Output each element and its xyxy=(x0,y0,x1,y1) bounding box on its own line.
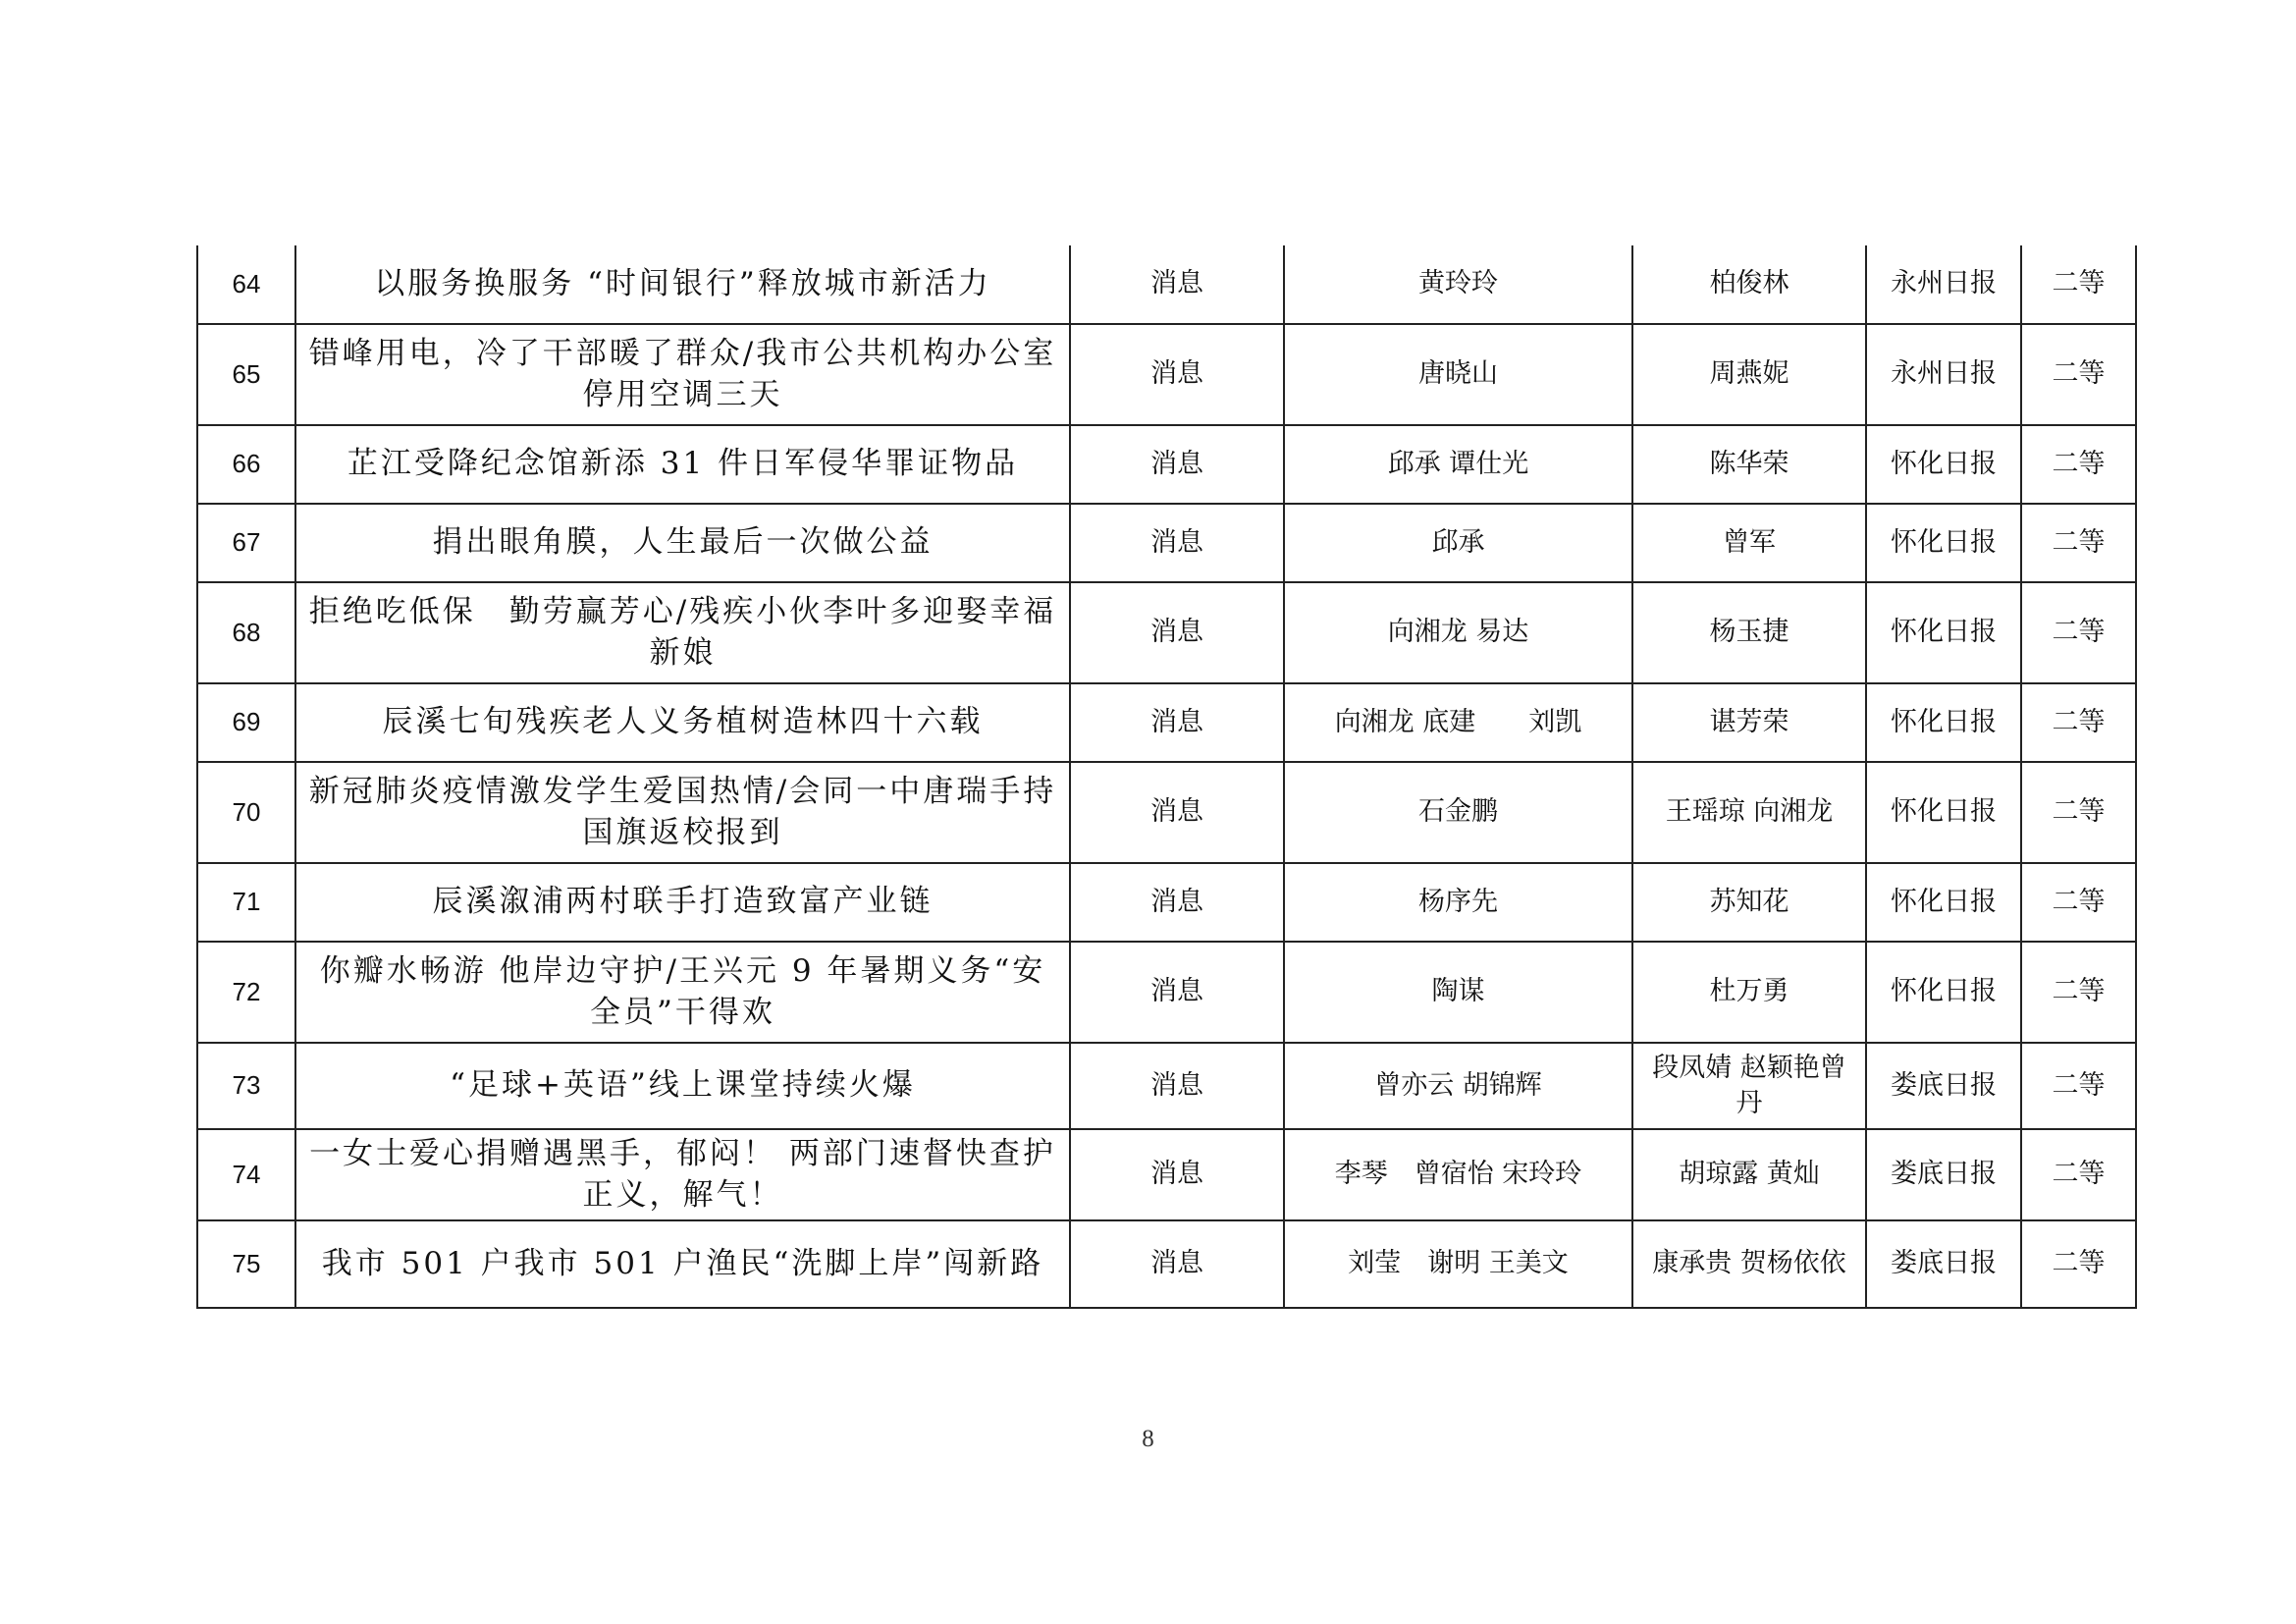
cell-number: 68 xyxy=(197,582,295,683)
cell-authors: 向湘龙 底建 刘凯 xyxy=(1284,683,1632,762)
cell-editors: 杜万勇 xyxy=(1632,942,1866,1043)
cell-award: 二等 xyxy=(2021,425,2136,504)
cell-authors: 邱承 谭仕光 xyxy=(1284,425,1632,504)
cell-authors: 向湘龙 易达 xyxy=(1284,582,1632,683)
cell-category: 消息 xyxy=(1070,245,1284,324)
cell-category: 消息 xyxy=(1070,683,1284,762)
cell-title: 辰溪溆浦两村联手打造致富产业链 xyxy=(295,863,1070,942)
cell-category: 消息 xyxy=(1070,324,1284,425)
cell-number: 65 xyxy=(197,324,295,425)
cell-title: 拒绝吃低保 勤劳赢芳心/残疾小伙李叶多迎娶幸福新娘 xyxy=(295,582,1070,683)
cell-title: 一女士爱心捐赠遇黑手，郁闷！ 两部门速督快查护正义，解气！ xyxy=(295,1129,1070,1220)
cell-number: 75 xyxy=(197,1220,295,1308)
cell-authors: 石金鹏 xyxy=(1284,762,1632,863)
table-row xyxy=(197,683,2136,762)
table-row xyxy=(197,245,2136,324)
cell-number: 66 xyxy=(197,425,295,504)
cell-title: 错峰用电，冷了干部暖了群众/我市公共机构办公室停用空调三天 xyxy=(295,324,1070,425)
cell-award: 二等 xyxy=(2021,942,2136,1043)
cell-title: 以服务换服务 “时间银行”释放城市新活力 xyxy=(295,245,1070,324)
cell-authors: 陶谋 xyxy=(1284,942,1632,1043)
cell-editors: 苏知花 xyxy=(1632,863,1866,942)
cell-title: 新冠肺炎疫情激发学生爱国热情/会同一中唐瑞手持国旗返校报到 xyxy=(295,762,1070,863)
cell-category: 消息 xyxy=(1070,1129,1284,1220)
cell-editors: 段凤婧 赵颖艳曾丹 xyxy=(1632,1043,1866,1129)
cell-award: 二等 xyxy=(2021,324,2136,425)
cell-title: 捐出眼角膜，人生最后一次做公益 xyxy=(295,504,1070,582)
cell-category: 消息 xyxy=(1070,1220,1284,1308)
cell-authors: 邱承 xyxy=(1284,504,1632,582)
cell-authors: 曾亦云 胡锦辉 xyxy=(1284,1043,1632,1129)
cell-editors: 谌芳荣 xyxy=(1632,683,1866,762)
cell-unit: 永州日报 xyxy=(1866,324,2021,425)
cell-unit: 娄底日报 xyxy=(1866,1220,2021,1308)
cell-award: 二等 xyxy=(2021,683,2136,762)
cell-number: 67 xyxy=(197,504,295,582)
cell-number: 69 xyxy=(197,683,295,762)
table-row xyxy=(197,762,2136,863)
cell-editors: 杨玉捷 xyxy=(1632,582,1866,683)
cell-unit: 怀化日报 xyxy=(1866,582,2021,683)
cell-award: 二等 xyxy=(2021,504,2136,582)
cell-award: 二等 xyxy=(2021,1129,2136,1220)
table-row xyxy=(197,942,2136,1043)
cell-authors: 黄玲玲 xyxy=(1284,245,1632,324)
cell-authors: 唐晓山 xyxy=(1284,324,1632,425)
cell-title: “足球+英语”线上课堂持续火爆 xyxy=(295,1043,1070,1129)
cell-authors: 李琴 曾宿怡 宋玲玲 xyxy=(1284,1129,1632,1220)
cell-number: 72 xyxy=(197,942,295,1043)
cell-category: 消息 xyxy=(1070,762,1284,863)
cell-number: 70 xyxy=(197,762,295,863)
cell-award: 二等 xyxy=(2021,762,2136,863)
cell-unit: 怀化日报 xyxy=(1866,683,2021,762)
table-row xyxy=(197,425,2136,504)
cell-authors: 杨序先 xyxy=(1284,863,1632,942)
cell-number: 71 xyxy=(197,863,295,942)
table-row xyxy=(197,324,2136,425)
cell-unit: 怀化日报 xyxy=(1866,504,2021,582)
table-row xyxy=(197,504,2136,582)
cell-title: 辰溪七旬残疾老人义务植树造林四十六载 xyxy=(295,683,1070,762)
table-row xyxy=(197,582,2136,683)
cell-editors: 周燕妮 xyxy=(1632,324,1866,425)
cell-category: 消息 xyxy=(1070,582,1284,683)
cell-title: 我市 501 户我市 501 户渔民“洗脚上岸”闯新路 xyxy=(295,1220,1070,1308)
cell-title: 你瓣水畅游 他岸边守护/王兴元 9 年暑期义务“安全员”干得欢 xyxy=(295,942,1070,1043)
cell-award: 二等 xyxy=(2021,863,2136,942)
cell-unit: 怀化日报 xyxy=(1866,942,2021,1043)
cell-category: 消息 xyxy=(1070,1043,1284,1129)
cell-award: 二等 xyxy=(2021,245,2136,324)
cell-unit: 娄底日报 xyxy=(1866,1043,2021,1129)
cell-editors: 曾军 xyxy=(1632,504,1866,582)
cell-authors: 刘莹 谢明 王美文 xyxy=(1284,1220,1632,1308)
table-row xyxy=(197,863,2136,942)
cell-number: 64 xyxy=(197,245,295,324)
cell-editors: 胡琼露 黄灿 xyxy=(1632,1129,1866,1220)
cell-award: 二等 xyxy=(2021,1220,2136,1308)
cell-unit: 怀化日报 xyxy=(1866,863,2021,942)
page-number: 8 xyxy=(1142,1426,1154,1452)
table-row xyxy=(197,1043,2136,1129)
cell-award: 二等 xyxy=(2021,582,2136,683)
award-table-body xyxy=(197,245,2136,1308)
cell-editors: 陈华荣 xyxy=(1632,425,1866,504)
cell-unit: 永州日报 xyxy=(1866,245,2021,324)
cell-unit: 怀化日报 xyxy=(1866,425,2021,504)
cell-editors: 王瑶琼 向湘龙 xyxy=(1632,762,1866,863)
cell-unit: 娄底日报 xyxy=(1866,1129,2021,1220)
cell-editors: 柏俊林 xyxy=(1632,245,1866,324)
cell-award: 二等 xyxy=(2021,1043,2136,1129)
cell-number: 74 xyxy=(197,1129,295,1220)
cell-number: 73 xyxy=(197,1043,295,1129)
award-table xyxy=(196,245,2137,1309)
cell-category: 消息 xyxy=(1070,504,1284,582)
cell-category: 消息 xyxy=(1070,863,1284,942)
cell-category: 消息 xyxy=(1070,942,1284,1043)
table-row xyxy=(197,1129,2136,1220)
cell-title: 芷江受降纪念馆新添 31 件日军侵华罪证物品 xyxy=(295,425,1070,504)
cell-editors: 康承贵 贺杨依依 xyxy=(1632,1220,1866,1308)
cell-unit: 怀化日报 xyxy=(1866,762,2021,863)
table-row xyxy=(197,1220,2136,1308)
cell-category: 消息 xyxy=(1070,425,1284,504)
